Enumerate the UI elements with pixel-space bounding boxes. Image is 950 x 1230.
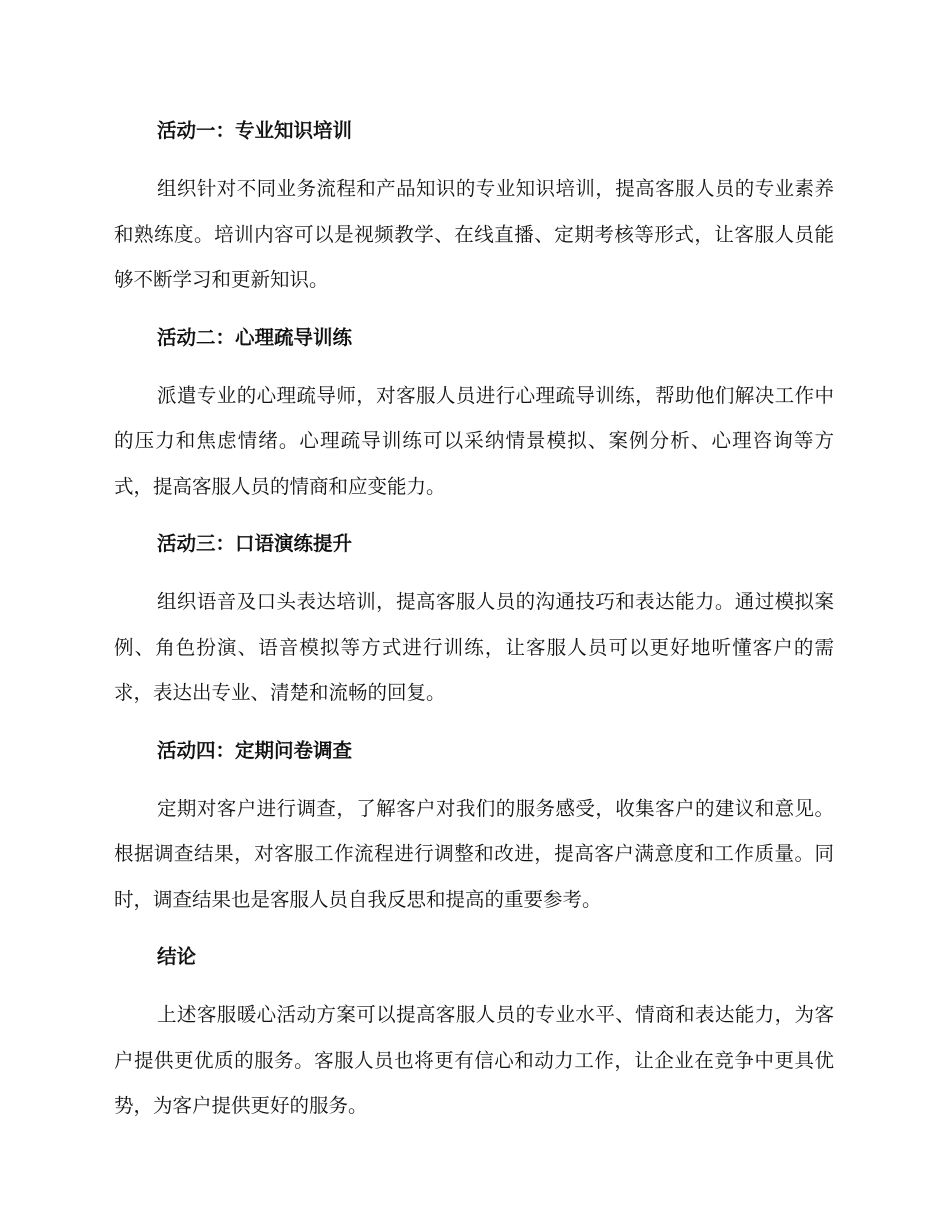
section-activity-3 <box>114 521 834 728</box>
section-activity-1 <box>114 108 834 315</box>
section-paragraph: 定期对客户进行调查，了解客户对我们的服务感受，收集客户的建议和意见。根据调查结果，对客服工作流程进行调整和改进，提高客户满意度和工作质量。同时，调查结果也是客服人员自我反思和提高的重要参考。 <box>114 796 834 911</box>
document-body <box>114 108 834 1129</box>
section-paragraph: 上述客服暖心活动方案可以提高客服人员的专业水平、情商和表达能力，为客户提供更优质的服务。客服人员也将更有信心和动力工作，让企业在竞争中更具优势，为客户提供更好的服务。 <box>114 1003 834 1117</box>
section-heading: 结论 <box>157 945 197 968</box>
section-paragraph: 组织针对不同业务流程和产品知识的专业知识培训，提高客服人员的专业素养和熟练度。培训内容可以是视频教学、在线直播、定期考核等形式，让客服人员能够不断学习和更新知识。 <box>114 177 834 291</box>
section-heading: 活动一：专业知识培训 <box>157 119 353 142</box>
section-paragraph: 组织语音及口头表达培训，提高客服人员的沟通技巧和表达能力。通过模拟案例、角色扮演、语音模拟等方式进行训练，让客服人员可以更好地听懂客户的需求，表达出专业、清楚和流畅的回复。 <box>114 590 834 704</box>
section-activity-4 <box>114 728 834 935</box>
section-heading: 活动四：定期问卷调查 <box>157 738 353 762</box>
section-activity-2 <box>114 315 834 522</box>
section-heading: 活动二：心理疏导训练 <box>157 325 353 349</box>
section-conclusion <box>114 934 834 1129</box>
section-heading: 活动三：口语演练提升 <box>157 532 353 555</box>
section-paragraph: 派遣专业的心理疏导师，对客服人员进行心理疏导训练，帮助他们解决工作中的压力和焦虑情绪。心理疏导训练可以采纳情景模拟、案例分析、心理咨询等方式，提高客服人员的情商和应变能力。 <box>114 383 834 498</box>
